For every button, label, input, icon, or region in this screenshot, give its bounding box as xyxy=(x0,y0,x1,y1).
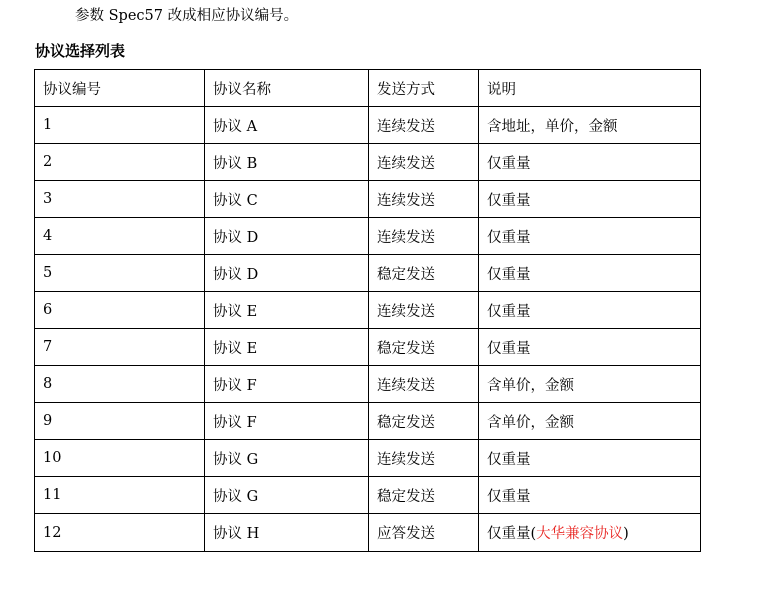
cell-protocol-id: 3 xyxy=(35,181,205,218)
protocol-table xyxy=(34,69,701,552)
cell-send-mode: 连续发送 xyxy=(369,107,479,144)
table-row xyxy=(35,329,701,366)
cell-description: 含地址，单价，金额 xyxy=(479,107,701,144)
cell-protocol-name: 协议 A xyxy=(205,107,369,144)
cell-send-mode: 稳定发送 xyxy=(369,403,479,440)
header-send-mode: 发送方式 xyxy=(369,70,479,107)
cell-protocol-name: 协议 E xyxy=(205,292,369,329)
cell-send-mode: 连续发送 xyxy=(369,366,479,403)
cell-protocol-id: 9 xyxy=(35,403,205,440)
table-row xyxy=(35,366,701,403)
description-text: 仅重量 xyxy=(487,526,531,542)
cell-send-mode: 稳定发送 xyxy=(369,329,479,366)
cell-protocol-name: 协议 G xyxy=(205,477,369,514)
cell-description: 含单价，金额 xyxy=(479,403,701,440)
cell-protocol-name: 协议 F xyxy=(205,366,369,403)
table-row xyxy=(35,255,701,292)
cell-send-mode: 稳定发送 xyxy=(369,477,479,514)
cell-description: 仅重量 xyxy=(479,329,701,366)
cell-protocol-name: 协议 C xyxy=(205,181,369,218)
cell-send-mode: 稳定发送 xyxy=(369,255,479,292)
table-row xyxy=(35,292,701,329)
cell-send-mode: 连续发送 xyxy=(369,181,479,218)
cell-protocol-name: 协议 G xyxy=(205,440,369,477)
cell-protocol-id: 8 xyxy=(35,366,205,403)
cell-protocol-name: 协议 F xyxy=(205,403,369,440)
header-protocol-name: 协议名称 xyxy=(205,70,369,107)
cell-send-mode: 连续发送 xyxy=(369,218,479,255)
cell-protocol-id: 11 xyxy=(35,477,205,514)
cell-protocol-id: 4 xyxy=(35,218,205,255)
table-row xyxy=(35,107,701,144)
cell-description xyxy=(479,514,701,552)
cell-send-mode: 连续发送 xyxy=(369,144,479,181)
cell-protocol-name: 协议 D xyxy=(205,255,369,292)
cell-protocol-name: 协议 B xyxy=(205,144,369,181)
table-row xyxy=(35,514,701,552)
cell-protocol-id: 10 xyxy=(35,440,205,477)
table-row xyxy=(35,218,701,255)
cell-description: 仅重量 xyxy=(479,292,701,329)
table-row xyxy=(35,440,701,477)
cell-protocol-id: 5 xyxy=(35,255,205,292)
table-row xyxy=(35,477,701,514)
intro-text: 参数 Spec57 改成相应协议编号。 xyxy=(75,8,299,24)
section-title: 协议选择列表 xyxy=(35,42,126,60)
cell-description: 仅重量 xyxy=(479,181,701,218)
cell-protocol-id: 2 xyxy=(35,144,205,181)
note-open-paren: ( xyxy=(530,526,537,542)
cell-send-mode: 应答发送 xyxy=(369,514,479,552)
cell-description: 仅重量 xyxy=(479,218,701,255)
compat-note: 大华兼容协议 xyxy=(536,526,624,542)
cell-send-mode: 连续发送 xyxy=(369,440,479,477)
cell-description: 仅重量 xyxy=(479,440,701,477)
table-row xyxy=(35,144,701,181)
header-description: 说明 xyxy=(479,70,701,107)
cell-description: 仅重量 xyxy=(479,477,701,514)
cell-protocol-id: 12 xyxy=(35,514,205,552)
cell-description: 仅重量 xyxy=(479,144,701,181)
note-close-paren: ) xyxy=(623,526,629,542)
cell-protocol-id: 6 xyxy=(35,292,205,329)
table-row xyxy=(35,403,701,440)
cell-send-mode: 连续发送 xyxy=(369,292,479,329)
cell-protocol-name: 协议 E xyxy=(205,329,369,366)
header-protocol-id: 协议编号 xyxy=(35,70,205,107)
cell-protocol-name: 协议 H xyxy=(205,514,369,552)
cell-protocol-id: 7 xyxy=(35,329,205,366)
table-header-row xyxy=(35,70,701,107)
cell-description: 含单价，金额 xyxy=(479,366,701,403)
table-row xyxy=(35,181,701,218)
cell-protocol-id: 1 xyxy=(35,107,205,144)
cell-description: 仅重量 xyxy=(479,255,701,292)
cell-protocol-name: 协议 D xyxy=(205,218,369,255)
